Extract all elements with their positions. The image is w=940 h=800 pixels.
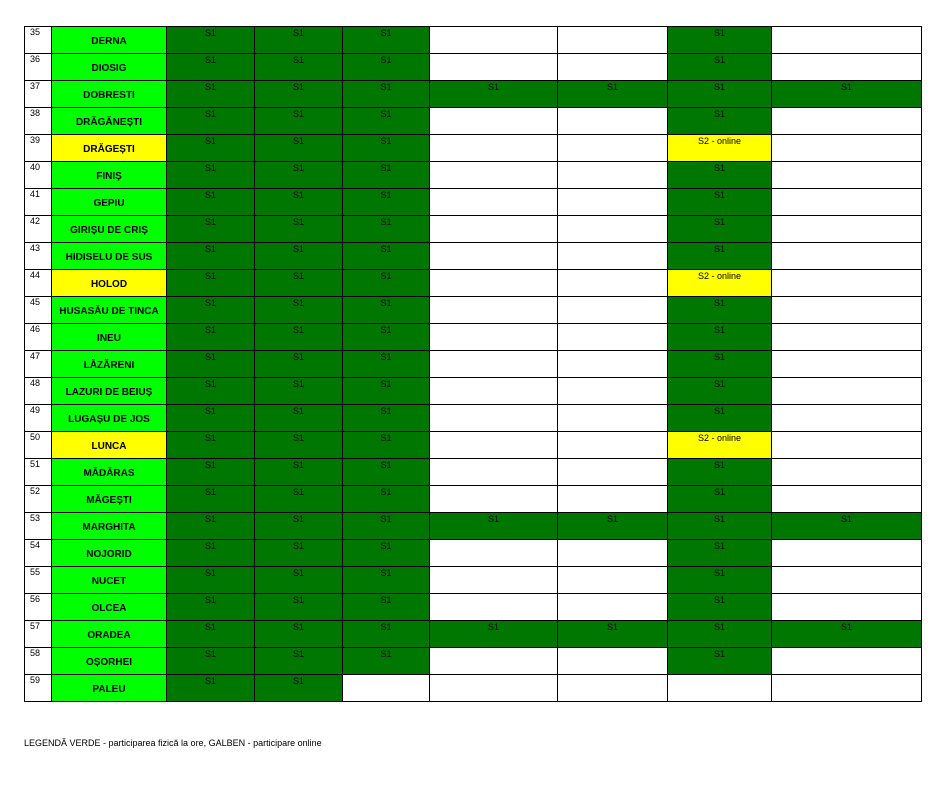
row-number: 41	[25, 189, 52, 216]
row-number: 42	[25, 216, 52, 243]
row-number: 51	[25, 459, 52, 486]
session-cell: S1	[343, 459, 430, 486]
session-cell: S1	[167, 270, 255, 297]
session-cell: S1	[167, 486, 255, 513]
session-cell	[430, 135, 558, 162]
session-cell: S1	[430, 621, 558, 648]
session-cell: S1	[255, 621, 343, 648]
session-cell	[558, 648, 668, 675]
session-cell: S1	[558, 621, 668, 648]
session-cell	[430, 27, 558, 54]
session-cell: S1	[255, 675, 343, 702]
session-cell	[772, 243, 922, 270]
session-cell: S1	[255, 81, 343, 108]
table-row	[25, 135, 922, 162]
session-cell: S1	[167, 243, 255, 270]
session-cell	[558, 567, 668, 594]
session-cell: S1	[255, 54, 343, 81]
session-cell: S1	[255, 189, 343, 216]
session-cell	[558, 675, 668, 702]
session-cell: S1	[167, 135, 255, 162]
session-cell: S1	[772, 81, 922, 108]
session-cell: S1	[167, 162, 255, 189]
session-cell	[343, 675, 430, 702]
session-cell	[430, 351, 558, 378]
session-cell	[668, 675, 772, 702]
session-cell: S1	[772, 513, 922, 540]
session-cell: S1	[167, 513, 255, 540]
session-cell: S1	[668, 486, 772, 513]
table-row	[25, 486, 922, 513]
school-name: DOBRESTI	[52, 81, 167, 108]
session-cell: S1	[343, 648, 430, 675]
session-cell	[430, 594, 558, 621]
session-cell	[772, 540, 922, 567]
school-name: LUGAȘU DE JOS	[52, 405, 167, 432]
session-cell: S1	[255, 108, 343, 135]
session-cell	[772, 594, 922, 621]
session-cell: S1	[167, 378, 255, 405]
school-name: DRĂGEȘTI	[52, 135, 167, 162]
session-cell	[772, 459, 922, 486]
session-cell: S1	[167, 189, 255, 216]
session-cell	[558, 378, 668, 405]
school-name: LAZURI DE BEIUȘ	[52, 378, 167, 405]
school-name: NOJORID	[52, 540, 167, 567]
session-cell	[772, 351, 922, 378]
session-cell: S1	[558, 81, 668, 108]
session-cell: S1	[668, 27, 772, 54]
session-cell: S1	[668, 243, 772, 270]
session-cell: S1	[343, 432, 430, 459]
session-cell	[430, 108, 558, 135]
row-number: 50	[25, 432, 52, 459]
session-cell: S1	[343, 216, 430, 243]
school-name: FINIȘ	[52, 162, 167, 189]
school-name: GEPIU	[52, 189, 167, 216]
row-number: 55	[25, 567, 52, 594]
table-row	[25, 297, 922, 324]
session-cell	[558, 486, 668, 513]
session-cell: S2 - online	[668, 135, 772, 162]
session-cell: S1	[255, 594, 343, 621]
table-row	[25, 243, 922, 270]
table-row	[25, 648, 922, 675]
school-name: NUCET	[52, 567, 167, 594]
table-row	[25, 594, 922, 621]
session-cell: S1	[343, 378, 430, 405]
session-cell: S1	[668, 54, 772, 81]
school-name: DRĂGĂNEȘTI	[52, 108, 167, 135]
table-row	[25, 432, 922, 459]
row-number: 53	[25, 513, 52, 540]
session-cell: S1	[343, 27, 430, 54]
session-cell: S1	[167, 594, 255, 621]
session-cell: S1	[668, 81, 772, 108]
session-cell	[772, 27, 922, 54]
session-cell	[558, 189, 668, 216]
session-cell	[558, 135, 668, 162]
row-number: 52	[25, 486, 52, 513]
session-cell: S1	[343, 351, 430, 378]
row-number: 43	[25, 243, 52, 270]
row-number: 36	[25, 54, 52, 81]
session-cell: S1	[668, 594, 772, 621]
session-cell: S1	[668, 189, 772, 216]
row-number: 46	[25, 324, 52, 351]
session-cell	[558, 216, 668, 243]
row-number: 49	[25, 405, 52, 432]
table-row	[25, 621, 922, 648]
school-name: PALEU	[52, 675, 167, 702]
session-cell: S2 - online	[668, 270, 772, 297]
session-cell: S1	[668, 567, 772, 594]
session-cell	[558, 405, 668, 432]
table-row	[25, 405, 922, 432]
session-cell	[558, 351, 668, 378]
school-name: INEU	[52, 324, 167, 351]
session-cell: S1	[167, 432, 255, 459]
session-cell	[430, 567, 558, 594]
table-row	[25, 540, 922, 567]
session-cell	[772, 378, 922, 405]
session-cell: S1	[668, 621, 772, 648]
school-name: HUSASĂU DE TINCA	[52, 297, 167, 324]
session-cell: S1	[343, 594, 430, 621]
session-cell: S1	[255, 648, 343, 675]
session-cell: S1	[255, 270, 343, 297]
session-cell	[772, 216, 922, 243]
session-cell: S1	[343, 297, 430, 324]
session-cell	[772, 324, 922, 351]
table-row	[25, 513, 922, 540]
session-cell	[558, 108, 668, 135]
session-cell	[772, 567, 922, 594]
session-cell: S1	[167, 27, 255, 54]
session-cell	[430, 540, 558, 567]
session-cell: S1	[167, 108, 255, 135]
session-cell: S1	[255, 243, 343, 270]
row-number: 54	[25, 540, 52, 567]
session-cell: S1	[343, 135, 430, 162]
session-cell: S1	[167, 567, 255, 594]
session-cell: S2 - online	[668, 432, 772, 459]
session-cell	[772, 108, 922, 135]
session-cell	[772, 675, 922, 702]
session-cell: S1	[668, 513, 772, 540]
session-cell: S1	[668, 378, 772, 405]
session-cell	[430, 270, 558, 297]
table-row	[25, 378, 922, 405]
session-cell	[772, 648, 922, 675]
session-cell: S1	[167, 297, 255, 324]
session-cell: S1	[255, 135, 343, 162]
session-cell: S1	[255, 27, 343, 54]
table-row	[25, 675, 922, 702]
session-cell: S1	[668, 162, 772, 189]
school-name: GIRIȘU DE CRIȘ	[52, 216, 167, 243]
table-row	[25, 567, 922, 594]
school-name: LĂZĂRENI	[52, 351, 167, 378]
session-cell: S1	[343, 243, 430, 270]
school-name: OȘORHEI	[52, 648, 167, 675]
session-cell: S1	[167, 81, 255, 108]
school-name: OLCEA	[52, 594, 167, 621]
session-cell	[558, 270, 668, 297]
session-cell	[558, 297, 668, 324]
session-cell	[430, 675, 558, 702]
session-cell	[772, 270, 922, 297]
session-cell: S1	[343, 108, 430, 135]
session-cell: S1	[255, 459, 343, 486]
session-cell: S1	[668, 324, 772, 351]
session-cell: S1	[343, 324, 430, 351]
session-cell	[430, 297, 558, 324]
session-cell: S1	[668, 648, 772, 675]
table-row	[25, 270, 922, 297]
session-cell: S1	[255, 432, 343, 459]
session-cell: S1	[343, 567, 430, 594]
legend-text: LEGENDĂ VERDE - participarea fizică la ore, GALBEN - participare online	[24, 738, 322, 748]
session-cell: S1	[668, 459, 772, 486]
session-cell: S1	[167, 648, 255, 675]
session-cell: S1	[668, 216, 772, 243]
session-cell	[430, 243, 558, 270]
session-cell	[430, 405, 558, 432]
session-cell: S1	[167, 621, 255, 648]
session-cell	[430, 324, 558, 351]
session-cell: S1	[668, 540, 772, 567]
row-number: 45	[25, 297, 52, 324]
row-number: 44	[25, 270, 52, 297]
school-name: MĂDĂRAS	[52, 459, 167, 486]
table-row	[25, 459, 922, 486]
row-number: 40	[25, 162, 52, 189]
session-cell	[430, 432, 558, 459]
session-cell	[558, 540, 668, 567]
session-cell	[772, 486, 922, 513]
session-cell	[430, 216, 558, 243]
session-cell	[558, 324, 668, 351]
session-cell: S1	[255, 162, 343, 189]
table-row	[25, 27, 922, 54]
session-cell: S1	[255, 324, 343, 351]
session-cell: S1	[167, 216, 255, 243]
attendance-table	[24, 26, 922, 702]
session-cell: S1	[430, 513, 558, 540]
session-cell	[558, 54, 668, 81]
session-cell: S1	[255, 405, 343, 432]
session-cell	[430, 648, 558, 675]
row-number: 38	[25, 108, 52, 135]
session-cell: S1	[343, 162, 430, 189]
school-name: HIDISELU DE SUS	[52, 243, 167, 270]
session-cell: S1	[343, 189, 430, 216]
session-cell: S1	[343, 486, 430, 513]
session-cell: S1	[167, 54, 255, 81]
table-row	[25, 162, 922, 189]
table-row	[25, 54, 922, 81]
session-cell: S1	[167, 540, 255, 567]
row-number: 57	[25, 621, 52, 648]
session-cell: S1	[343, 270, 430, 297]
table-row	[25, 216, 922, 243]
table-row	[25, 81, 922, 108]
row-number: 47	[25, 351, 52, 378]
session-cell	[772, 432, 922, 459]
session-cell: S1	[167, 675, 255, 702]
session-cell: S1	[668, 108, 772, 135]
row-number: 37	[25, 81, 52, 108]
school-name: DERNA	[52, 27, 167, 54]
row-number: 39	[25, 135, 52, 162]
table-row	[25, 108, 922, 135]
session-cell: S1	[167, 324, 255, 351]
session-cell: S1	[255, 567, 343, 594]
row-number: 58	[25, 648, 52, 675]
session-cell	[558, 459, 668, 486]
session-cell	[772, 162, 922, 189]
school-name: ORADEA	[52, 621, 167, 648]
session-cell	[772, 297, 922, 324]
row-number: 56	[25, 594, 52, 621]
session-cell: S1	[430, 81, 558, 108]
session-cell	[430, 459, 558, 486]
session-cell: S1	[255, 513, 343, 540]
session-cell: S1	[343, 621, 430, 648]
session-cell	[772, 54, 922, 81]
attendance-table-body	[25, 27, 922, 702]
session-cell	[430, 378, 558, 405]
session-cell: S1	[255, 378, 343, 405]
session-cell	[558, 27, 668, 54]
session-cell: S1	[668, 405, 772, 432]
session-cell	[558, 162, 668, 189]
session-cell: S1	[167, 459, 255, 486]
session-cell	[772, 135, 922, 162]
session-cell	[430, 189, 558, 216]
session-cell	[772, 405, 922, 432]
session-cell: S1	[668, 351, 772, 378]
session-cell	[558, 243, 668, 270]
session-cell: S1	[343, 540, 430, 567]
school-name: MARGHITA	[52, 513, 167, 540]
session-cell	[772, 189, 922, 216]
session-cell	[558, 432, 668, 459]
row-number: 59	[25, 675, 52, 702]
session-cell: S1	[343, 513, 430, 540]
session-cell	[430, 486, 558, 513]
session-cell: S1	[255, 540, 343, 567]
table-row	[25, 351, 922, 378]
row-number: 35	[25, 27, 52, 54]
table-row	[25, 189, 922, 216]
session-cell: S1	[558, 513, 668, 540]
session-cell: S1	[255, 351, 343, 378]
school-name: LUNCA	[52, 432, 167, 459]
session-cell: S1	[255, 216, 343, 243]
session-cell	[558, 594, 668, 621]
session-cell: S1	[343, 54, 430, 81]
school-name: HOLOD	[52, 270, 167, 297]
session-cell: S1	[255, 297, 343, 324]
session-cell: S1	[255, 486, 343, 513]
session-cell: S1	[343, 81, 430, 108]
school-name: MĂGEȘTI	[52, 486, 167, 513]
session-cell: S1	[167, 405, 255, 432]
school-name: DIOSIG	[52, 54, 167, 81]
table-row	[25, 324, 922, 351]
session-cell: S1	[343, 405, 430, 432]
row-number: 48	[25, 378, 52, 405]
session-cell: S1	[668, 297, 772, 324]
session-cell	[430, 162, 558, 189]
session-cell: S1	[772, 621, 922, 648]
session-cell: S1	[167, 351, 255, 378]
session-cell	[430, 54, 558, 81]
